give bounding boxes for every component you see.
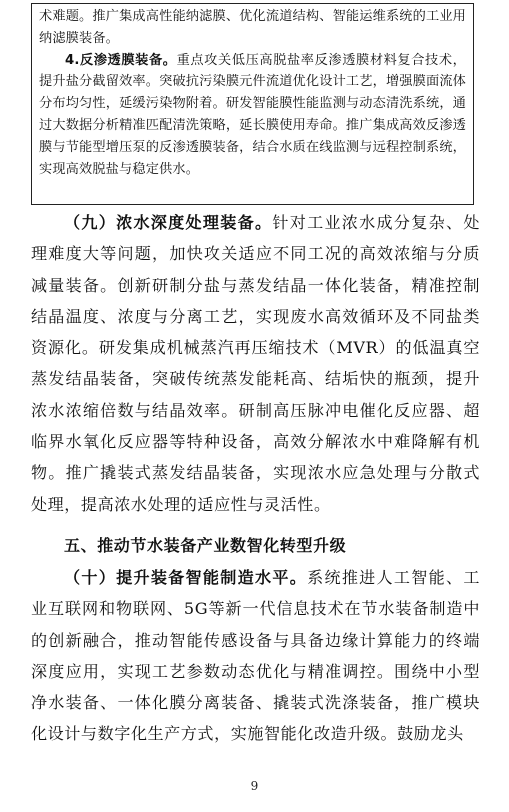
- paragraph-10-text: 系统推进人工智能、工业互联网和物联网、5G等新一代信息技术在节水装备制造中的创新融合，推动智能传感设备与具备边缘计算能力的终端深度应用，实现工艺参数动态优化与精准调控。围绕中小型净水装备、一体化膜分离装备、撬装式洗涤装备，推广模块化设计与数字化生产方式，实施智能化改造升级。鼓励龙头: [31, 568, 481, 744]
- paragraph-10-heading: （十）提升装备智能制造水平。: [64, 568, 308, 587]
- item-4-heading: 4.反渗透膜装备。: [65, 52, 177, 68]
- paragraph-9-text: 针对工业浓水成分复杂、处理难度大等问题，加快攻关适应不同工况的高效浓缩与分质减量装备。创新研制分盐与蒸发结晶一体化装备，精准控制结晶温度、浓度与分离工艺，实现废水高效循环及不同盐类资源化。研发集成机械蒸汽再压缩技术（MVR）的低温真空蒸发结晶装备，突破传统蒸发能耗高、结垢快的瓶颈，提升浓水浓缩倍数与结晶效率。研制高压脉冲电催化反应器、超临界水氧化反应器等特种设备，高效分解浓水中难降解有机物。推广撬装式蒸发结晶装备，实现浓水应急处理与分散式处理，提高浓水处理的适应性与灵活性。: [31, 213, 480, 514]
- page-number: 9: [250, 779, 259, 793]
- item-4-text: 重点攻关低压高脱盐率反渗透膜材料复合技术，提升盐分截留效率。突破抗污染膜元件流道优化设计工艺，增强膜面流体分布均匀性，延缓污染物附着。研发智能膜性能监测与动态清洗系统，通过大数据分析精准匹配清洗策略，延长膜使用寿命。推广集成高效反渗透膜与节能型增压泵的反渗透膜装备，结合水质在线监测与远程控制系统，实现高效脱盐与稳定供水。: [39, 52, 466, 177]
- box-item-4: [39, 50, 466, 181]
- box-carryover-text: 术难题。推广集成高性能纳滤膜、优化流道结构、智能运维系统的工业用纳滤膜装备。: [39, 9, 466, 46]
- technology-box: [31, 3, 474, 205]
- section-5-heading: 五、推动节水装备产业数智化转型升级: [64, 536, 347, 555]
- paragraph-9-heading: （九）浓水深度处理装备。: [64, 213, 273, 232]
- paragraph-9: [31, 207, 480, 520]
- paragraph-10: [31, 562, 480, 750]
